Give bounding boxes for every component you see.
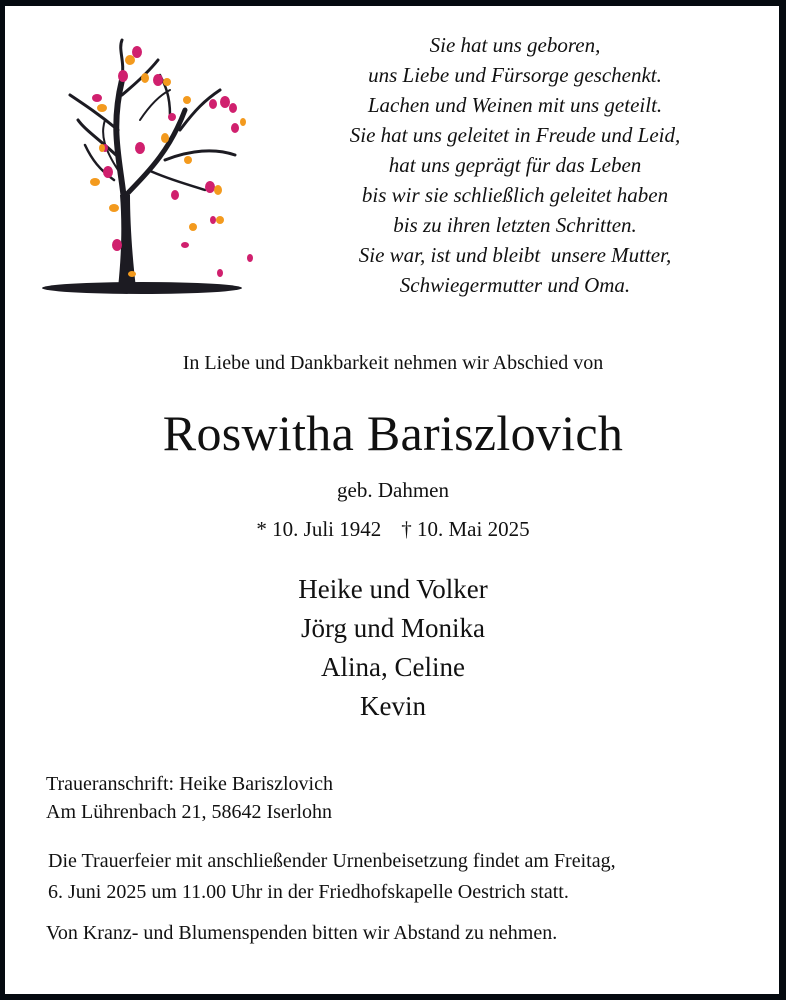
ceremony-info [48,846,616,908]
address-line: Am Lührenbach 21, 58642 Iserlohn [46,801,333,823]
family-member: Jörg und Monika [300,613,485,643]
death-date: † 10. Mai 2025 [401,517,530,541]
poem-line: Sie hat uns geleitet in Freude und Leid, [349,123,681,147]
family-list [0,570,786,726]
poem [300,30,730,300]
poem-line: uns Liebe und Fürsorge geschenkt. [368,63,662,87]
birth-date: * 10. Juli 1942 [256,517,382,541]
poem-line: hat uns geprägt für das Leben [388,153,642,177]
ceremony-line: Die Trauerfeier mit anschließender Urnenbeisetzung findet am Freitag, [48,850,616,872]
ceremony-line: 6. Juni 2025 um 11.00 Uhr in der Friedhofskapelle Oestrich statt. [48,881,569,903]
poem-line: Sie war, ist und bleibt unsere Mutter, [358,243,672,267]
poem-line: Sie hat uns geboren, [429,33,601,57]
family-member: Heike und Volker [298,574,488,604]
family-member: Alina, Celine [321,652,465,682]
autumn-tree-icon [30,20,255,300]
maiden-name: geb. Dahmen [337,478,449,502]
poem-line: Lachen und Weinen mit uns geteilt. [367,93,663,117]
poem-line: Schwiegermutter und Oma. [399,273,631,297]
family-member: Kevin [360,691,426,721]
intro-text: In Liebe und Dankbarkeit nehmen wir Abschied von [182,352,604,374]
poem-line: bis wir sie schließlich geleitet haben [361,183,669,207]
deceased-name: Roswitha Bariszlovich [162,405,624,461]
donation-note: Von Kranz- und Blumenspenden bitten wir Abstand zu nehmen. [46,922,558,944]
mourning-address [46,770,333,826]
address-line: Traueranschrift: Heike Bariszlovich [46,773,333,795]
poem-line: bis zu ihren letzten Schritten. [393,213,637,237]
life-dates [0,517,786,542]
